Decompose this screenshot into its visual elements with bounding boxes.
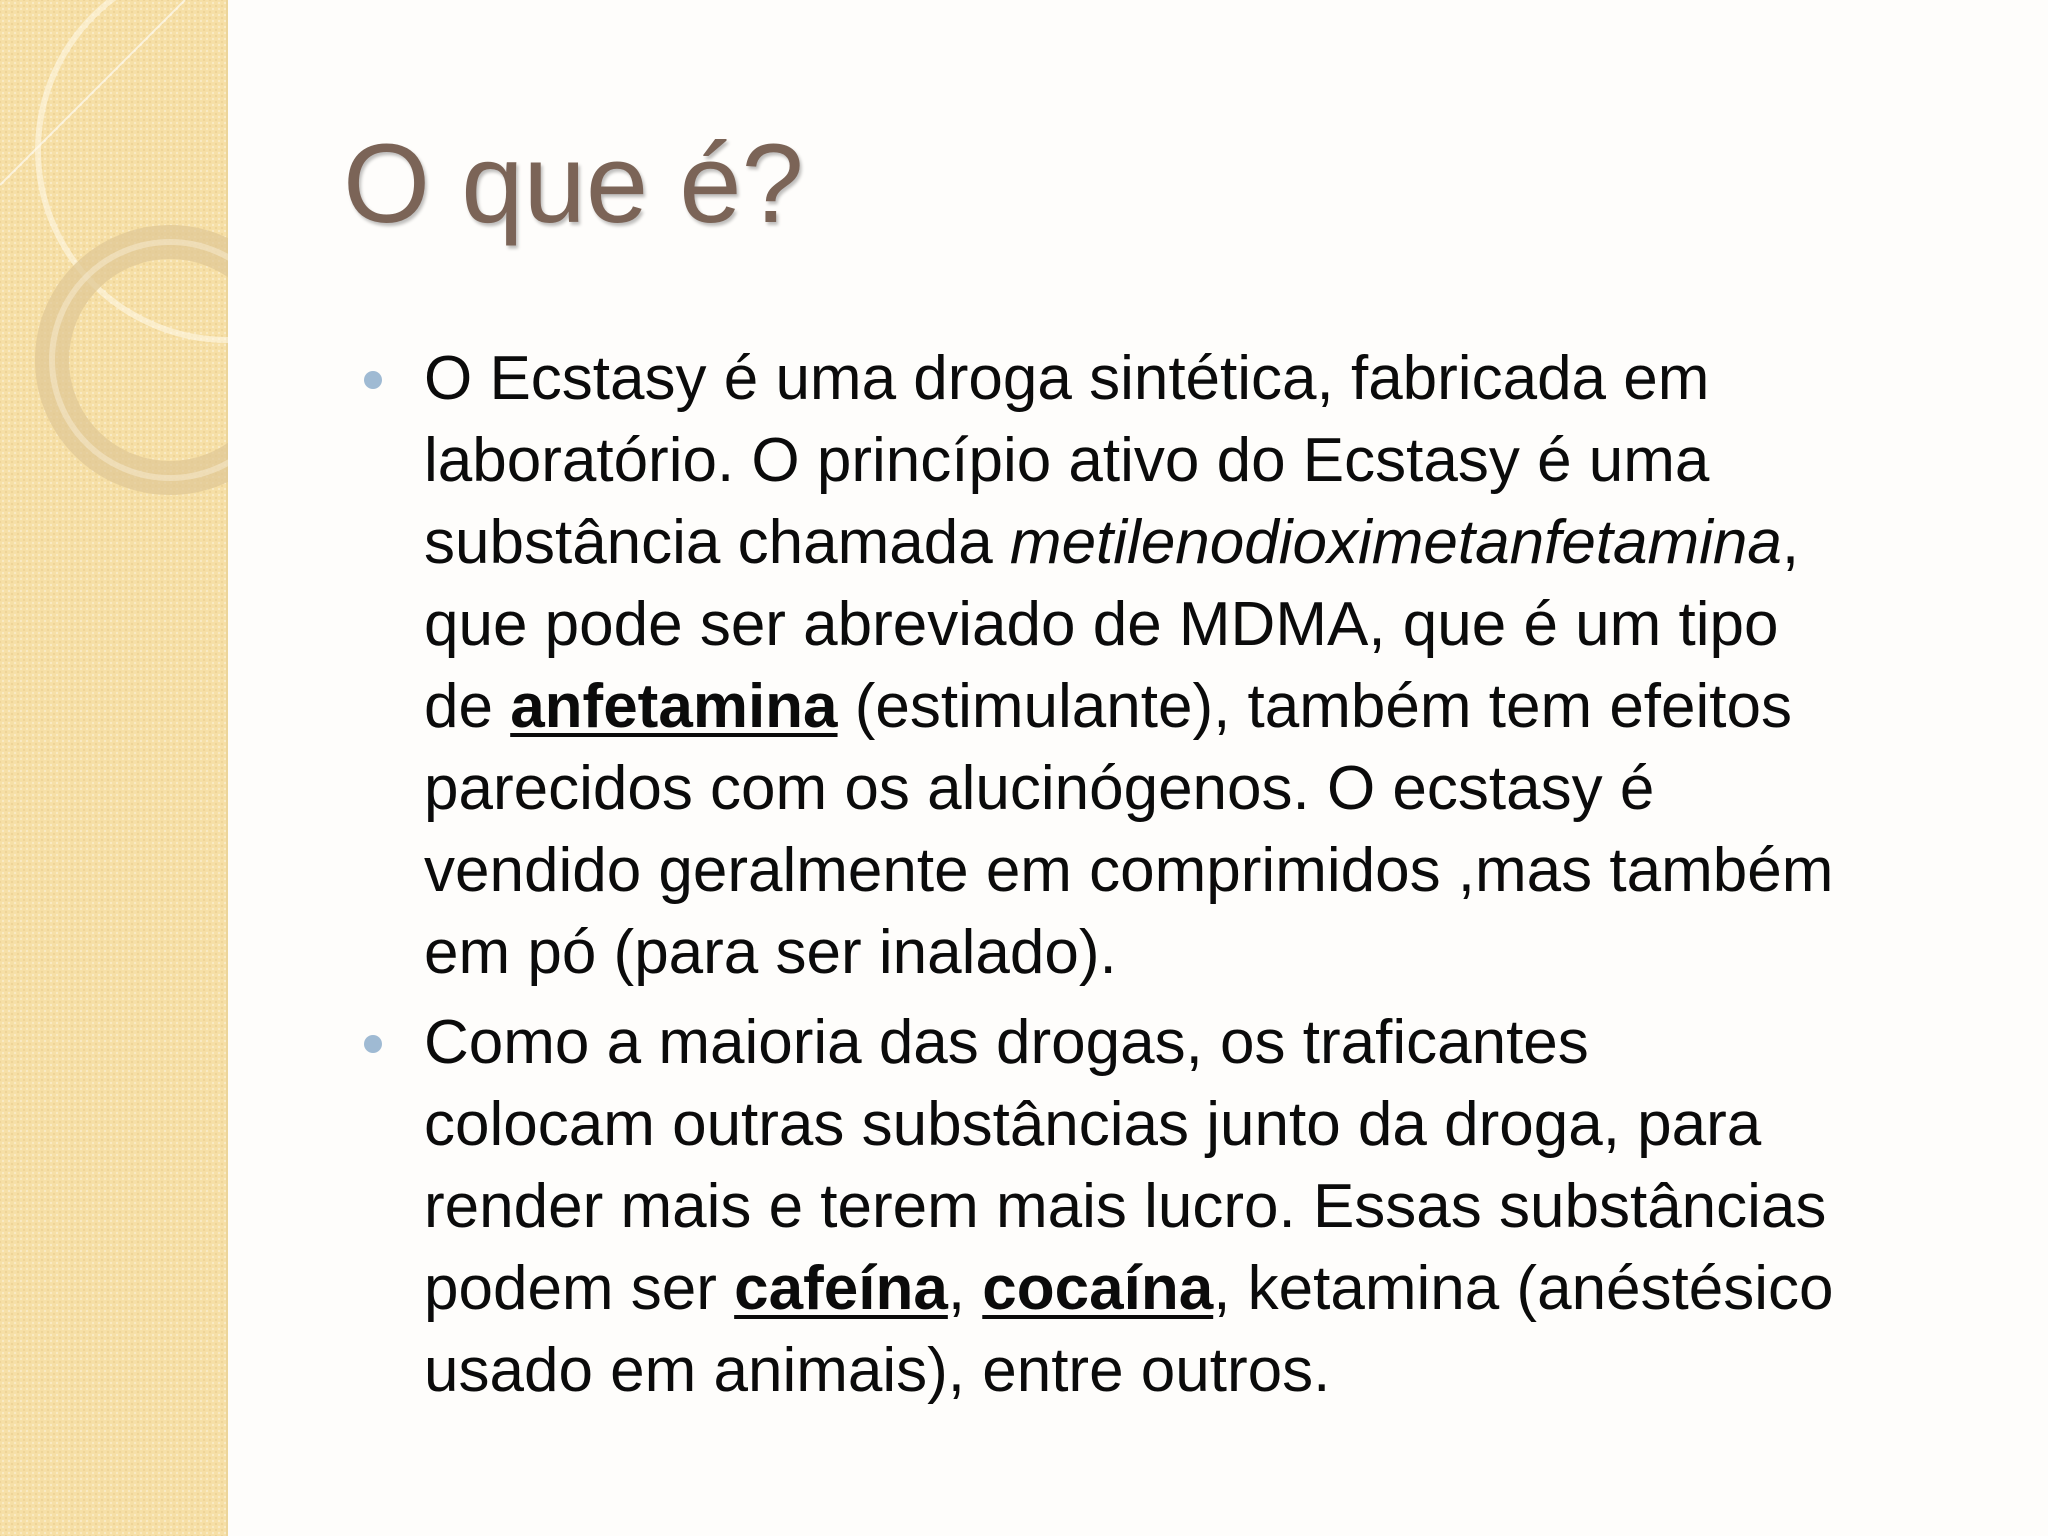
decorative-sidebar [0,0,228,1536]
text-line: vendido geralmente em comprimidos ,mas também [424,836,1834,905]
bullet-list [424,338,2024,1420]
text-line: parecidos com os alucinógenos. O ecstasy é [424,754,1655,823]
text-line: de anfetamina (estimulante), também tem efeitos [424,672,1792,741]
text-line: colocam outras substâncias junto da droga, para [424,1090,1762,1159]
text-line: podem ser cafeína, cocaína, ketamina (anéstésico [424,1254,1834,1323]
text-line: laboratório. O princípio ativo do Ecstasy é uma [424,426,1710,495]
bullet-icon [364,371,382,389]
italic-term: metilenodioximetanfetamina [1009,508,1782,577]
text-line: substância chamada metilenodioximetanfetamina, [424,508,1800,577]
text-line: O Ecstasy é uma droga sintética, fabricada em [424,344,1710,413]
bold-underlined-term: cafeína [734,1254,948,1323]
text-line: render mais e terem mais lucro. Essas substâncias [424,1172,1827,1241]
text-line: Como a maioria das drogas, os traficantes [424,1008,1589,1077]
bold-underlined-term: cocaína [982,1254,1214,1323]
bullet-item-traffickers [424,1002,2024,1412]
text-line: que pode ser abreviado de MDMA, que é um tipo [424,590,1779,659]
text-line: em pó (para ser inalado). [424,918,1117,987]
bullet-item-ecstasy-definition [424,338,2024,994]
decorative-rings [0,0,228,1536]
slide-title: O que é? [343,121,804,246]
text-line: usado em animais), entre outros. [424,1336,1331,1405]
bullet-icon [364,1035,382,1053]
bold-underlined-term: anfetamina [510,672,838,741]
